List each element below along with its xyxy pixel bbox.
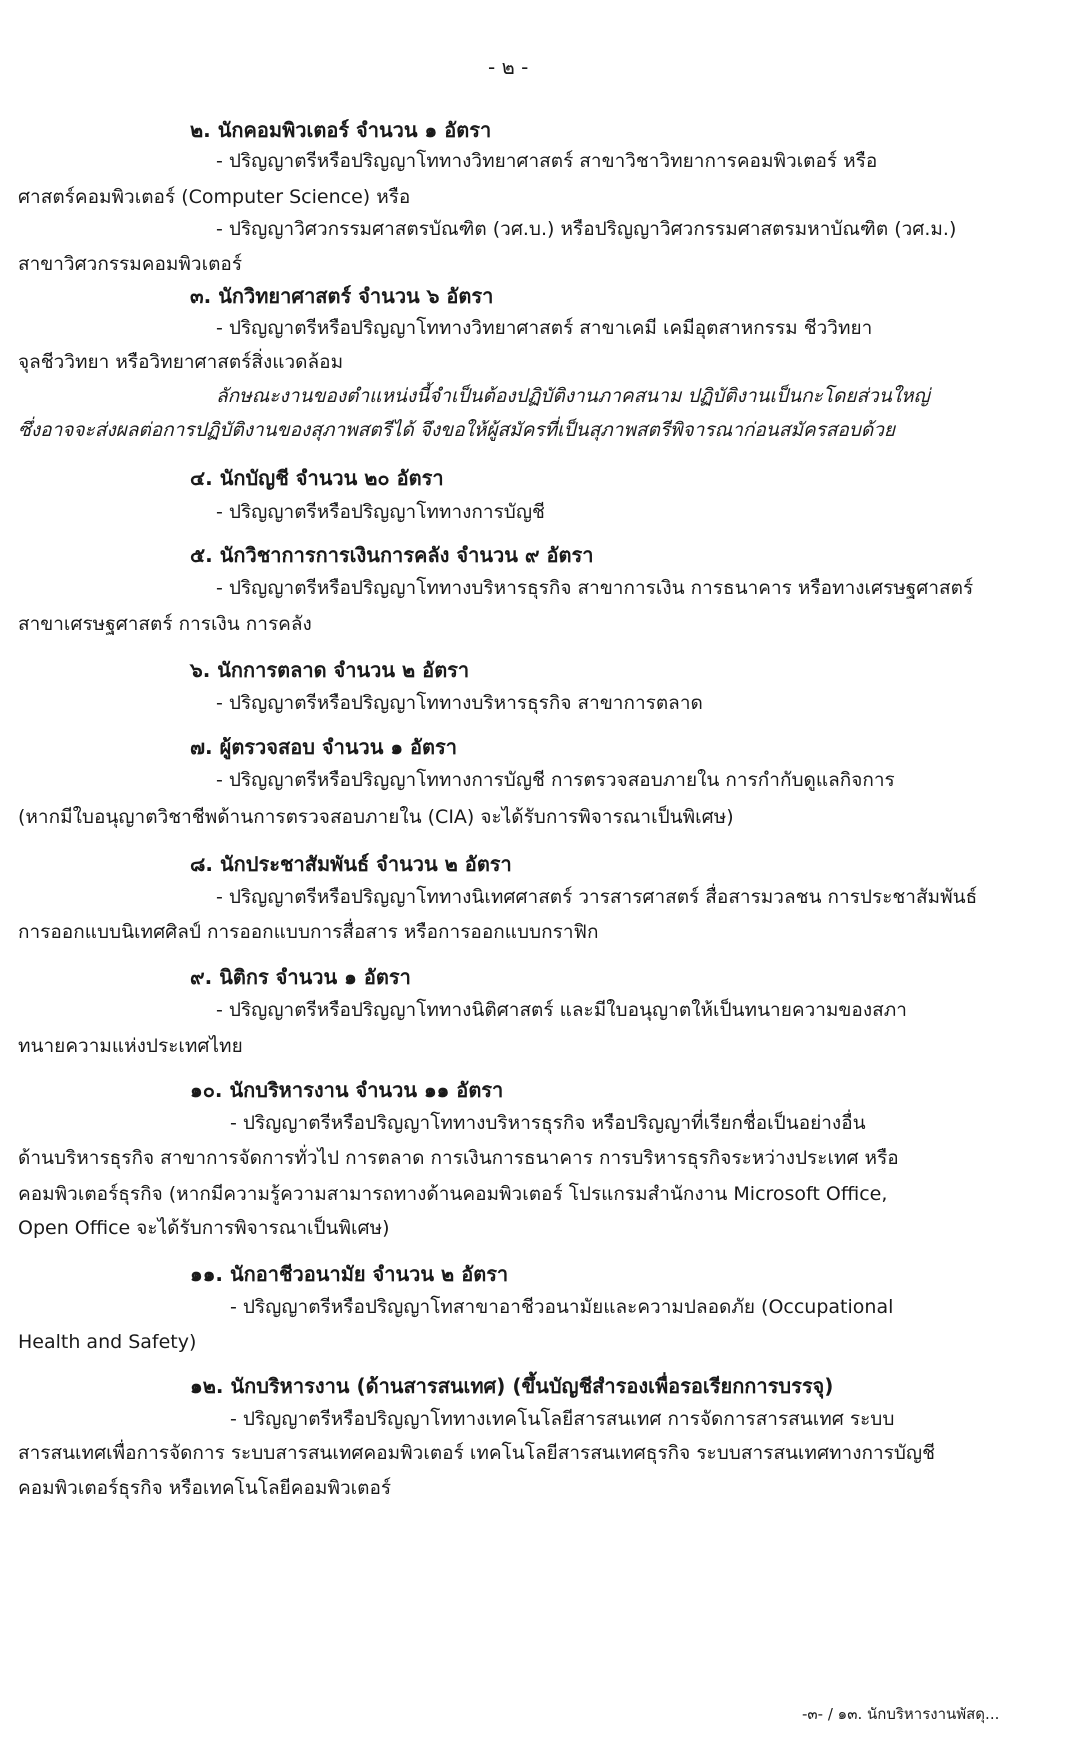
- position-text-line: ด้านบริหารธุรกิจ สาขาการจัดการทั่วไป การตลาด การเงินการธนาคาร การบริหารธุรกิจระหว่างประเทศ หรือ: [18, 1147, 899, 1169]
- position-text-line: - ปริญญาตรีหรือปริญญาโททางการบัญชี: [216, 501, 545, 523]
- position-text-line: - ปริญญาตรีหรือปริญญาโทสาขาอาชีวอนามัยและความปลอดภัย (Occupational: [230, 1296, 894, 1318]
- position-text-line: - ปริญญาตรีหรือปริญญาโททางบริหารธุรกิจ สาขาการเงิน การธนาคาร หรือทางเศรษฐศาสตร์: [216, 577, 974, 599]
- position-heading: ๓. นักวิทยาศาสตร์ จำนวน ๖ อัตรา: [190, 284, 494, 308]
- position-text-line: คอมพิวเตอร์ธุรกิจ หรือเทคโนโลยีคอมพิวเตอร์: [18, 1477, 392, 1499]
- position-text-line: Health and Safety): [18, 1331, 197, 1353]
- position-heading: ๑๑. นักอาชีวอนามัย จำนวน ๒ อัตรา: [190, 1262, 509, 1286]
- position-heading: ๙. นิติกร จำนวน ๑ อัตรา: [190, 965, 411, 989]
- position-heading: ๒. นักคอมพิวเตอร์ จำนวน ๑ อัตรา: [190, 118, 492, 142]
- position-heading: ๖. นักการตลาด จำนวน ๒ อัตรา: [190, 658, 470, 682]
- position-text-line: สาขาเศรษฐศาสตร์ การเงิน การคลัง: [18, 613, 312, 635]
- position-text-line: - ปริญญาวิศวกรรมศาสตรบัณฑิต (วศ.บ.) หรือปริญญาวิศวกรรมศาสตรมหาบัณฑิต (วศ.ม.): [216, 218, 957, 240]
- position-text-line: ศาสตร์คอมพิวเตอร์ (Computer Science) หรือ: [18, 186, 411, 208]
- page-number: - ๒ -: [488, 55, 529, 79]
- position-heading: ๔. นักบัญชี จำนวน ๒๐ อัตรา: [190, 466, 444, 490]
- position-text-line: - ปริญญาตรีหรือปริญญาโททางบริหารธุรกิจ หรือปริญญาที่เรียกชื่อเป็นอย่างอื่น: [230, 1112, 866, 1134]
- position-text-line: - ปริญญาตรีหรือปริญญาโททางวิทยาศาสตร์ สาขาวิชาวิทยาการคอมพิวเตอร์ หรือ: [216, 150, 878, 172]
- position-text-line: - ปริญญาตรีหรือปริญญาโททางวิทยาศาสตร์ สาขาเคมี เคมีอุตสาหกรรม ชีววิทยา: [216, 317, 873, 339]
- position-heading: ๑๐. นักบริหารงาน จำนวน ๑๑ อัตรา: [190, 1078, 504, 1102]
- position-heading: ๑๒. นักบริหารงาน (ด้านสารสนเทศ) (ขึ้นบัญชีสำรองเพื่อรอเรียกการบรรจุ): [190, 1374, 834, 1398]
- position-text-line: สาขาวิศวกรรมคอมพิวเตอร์: [18, 253, 243, 275]
- position-text-line: การออกแบบนิเทศศิลป์ การออกแบบการสื่อสาร หรือการออกแบบกราฟิก: [18, 921, 599, 943]
- position-text-line: - ปริญญาตรีหรือปริญญาโททางนิเทศศาสตร์ วารสารศาสตร์ สื่อสารมวลชน การประชาสัมพันธ์: [216, 886, 978, 908]
- position-text-line: จุลชีววิทยา หรือวิทยาศาสตร์สิ่งแวดล้อม: [18, 351, 344, 373]
- position-heading: ๗. ผู้ตรวจสอบ จำนวน ๑ อัตรา: [190, 735, 457, 759]
- position-text-line: ทนายความแห่งประเทศไทย: [18, 1035, 243, 1057]
- position-text-line: - ปริญญาตรีหรือปริญญาโททางนิติศาสตร์ และมีใบอนุญาตให้เป็นทนายความของสภา: [216, 999, 907, 1021]
- position-text-line: - ปริญญาตรีหรือปริญญาโททางการบัญชี การตรวจสอบภายใน การกำกับดูแลกิจการ: [216, 769, 895, 791]
- page-footer-continuation: -๓- / ๑๓. นักบริหารงานพัสดุ...: [802, 1705, 1000, 1723]
- position-text-line: - ปริญญาตรีหรือปริญญาโททางบริหารธุรกิจ สาขาการตลาด: [216, 692, 703, 714]
- position-text-line: สารสนเทศเพื่อการจัดการ ระบบสารสนเทศคอมพิวเตอร์ เทคโนโลยีสารสนเทศธุรกิจ ระบบสารสนเทศทางการบัญชี: [18, 1442, 936, 1464]
- position-heading: ๕. นักวิชาการการเงินการคลัง จำนวน ๙ อัตรา: [190, 543, 594, 567]
- position-text-line: - ปริญญาตรีหรือปริญญาโททางเทคโนโลยีสารสนเทศ การจัดการสารสนเทศ ระบบ: [230, 1408, 895, 1430]
- position-text-line: (หากมีใบอนุญาตวิชาชีพด้านการตรวจสอบภายใน (CIA) จะได้รับการพิจารณาเป็นพิเศษ): [18, 806, 734, 828]
- position-note-line: ซึ่งอาจจะส่งผลต่อการปฏิบัติงานของสุภาพสตรีได้ จึงขอให้ผู้สมัครที่เป็นสุภาพสตรีพิจารณาก่อนสมัครสอบด้วย: [18, 419, 895, 441]
- position-text-line: Open Office จะได้รับการพิจารณาเป็นพิเศษ): [18, 1217, 390, 1239]
- position-note-line: ลักษณะงานของตำแหน่งนี้จำเป็นต้องปฏิบัติงานภาคสนาม ปฏิบัติงานเป็นกะโดยส่วนใหญ่: [216, 385, 930, 407]
- position-text-line: คอมพิวเตอร์ธุรกิจ (หากมีความรู้ความสามารถทางด้านคอมพิวเตอร์ โปรแกรมสำนักงาน Microsoft Office,: [18, 1183, 888, 1205]
- position-heading: ๘. นักประชาสัมพันธ์ จำนวน ๒ อัตรา: [190, 852, 512, 876]
